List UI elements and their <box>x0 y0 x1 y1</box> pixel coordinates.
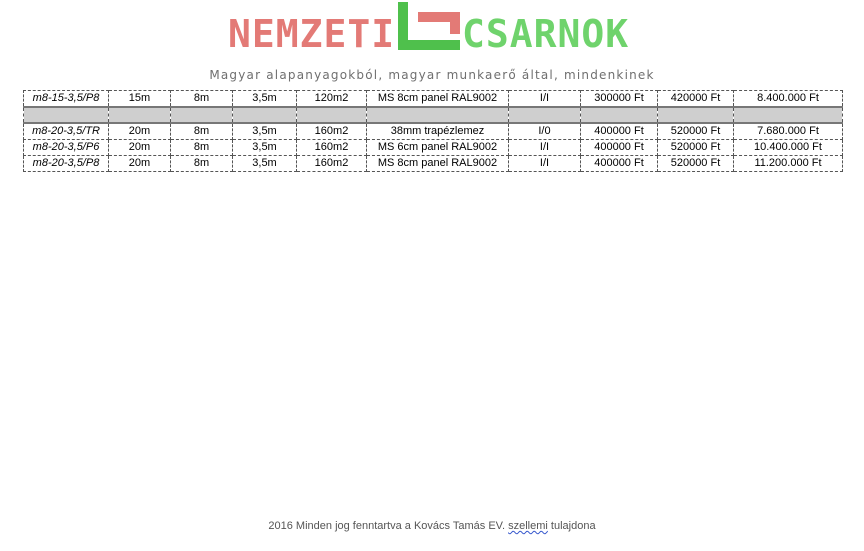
table-cell-code: m8-15-3,5/P8 <box>24 91 109 108</box>
table-cell: 8.400.000 Ft <box>734 91 843 108</box>
table-cell: 20m <box>109 123 171 140</box>
table-cell: 520000 Ft <box>658 140 734 156</box>
table-cell: 8m <box>171 156 233 172</box>
footer-text-end: tulajdona <box>547 520 596 532</box>
table-cell: 7.680.000 Ft <box>734 123 843 140</box>
table-cell <box>109 107 171 123</box>
table-cell: 120m2 <box>297 91 367 108</box>
table-cell: 8m <box>171 140 233 156</box>
table-cell: I/I <box>509 91 581 108</box>
table-cell-code: m8-20-3,5/TR <box>24 123 109 140</box>
table-cell: 420000 Ft <box>658 91 734 108</box>
table-row <box>24 140 843 156</box>
price-table-body <box>24 91 843 172</box>
table-cell <box>233 107 297 123</box>
table-cell: 160m2 <box>297 156 367 172</box>
table-cell: 400000 Ft <box>581 140 658 156</box>
table-cell-code: m8-20-3,5/P8 <box>24 156 109 172</box>
footer-text-spellcheck: szellemi <box>508 520 548 532</box>
table-cell: I/0 <box>509 123 581 140</box>
table-cell-code: m8-20-3,5/P6 <box>24 140 109 156</box>
table-cell: 10.400.000 Ft <box>734 140 843 156</box>
tagline: Magyar alapanyagokból, magyar munkaerő által, mindenkinek <box>209 68 655 82</box>
table-row <box>24 91 843 108</box>
table-cell: 400000 Ft <box>581 123 658 140</box>
table-cell: MS 8cm panel RAL9002 <box>367 91 509 108</box>
price-table <box>23 90 843 172</box>
table-cell <box>658 107 734 123</box>
table-cell: 3,5m <box>233 91 297 108</box>
table-cell: 520000 Ft <box>658 156 734 172</box>
footer-copyright <box>0 520 864 532</box>
logo-text-csarnok: CSARNOK <box>462 12 630 56</box>
logo-mark-icon <box>396 0 462 52</box>
table-cell <box>367 107 509 123</box>
table-cell <box>509 107 581 123</box>
table-cell: MS 8cm panel RAL9002 <box>367 156 509 172</box>
table-cell: MS 6cm panel RAL9002 <box>367 140 509 156</box>
table-cell: 15m <box>109 91 171 108</box>
footer-text-start: 2016 Minden jog fenntartva a Kovács Tamás EV. <box>268 520 509 532</box>
table-cell: 20m <box>109 156 171 172</box>
table-row <box>24 156 843 172</box>
table-cell-code <box>24 107 109 123</box>
table-cell: 11.200.000 Ft <box>734 156 843 172</box>
table-cell <box>581 107 658 123</box>
table-cell: 38mm trapézlemez <box>367 123 509 140</box>
table-cell: 8m <box>171 123 233 140</box>
table-cell: 3,5m <box>233 156 297 172</box>
logo-text-nemzeti: NEMZETI <box>228 12 396 56</box>
table-cell: 300000 Ft <box>581 91 658 108</box>
table-cell: 520000 Ft <box>658 123 734 140</box>
table-cell: 20m <box>109 140 171 156</box>
table-cell: 3,5m <box>233 140 297 156</box>
table-cell <box>171 107 233 123</box>
table-cell: I/I <box>509 156 581 172</box>
table-cell: 400000 Ft <box>581 156 658 172</box>
table-row <box>24 123 843 140</box>
table-cell <box>734 107 843 123</box>
table-cell: 3,5m <box>233 123 297 140</box>
table-cell: 160m2 <box>297 123 367 140</box>
page-header <box>0 0 864 90</box>
table-cell: 160m2 <box>297 140 367 156</box>
table-cell: I/I <box>509 140 581 156</box>
table-cell <box>297 107 367 123</box>
table-separator-row <box>24 107 843 123</box>
table-cell: 8m <box>171 91 233 108</box>
